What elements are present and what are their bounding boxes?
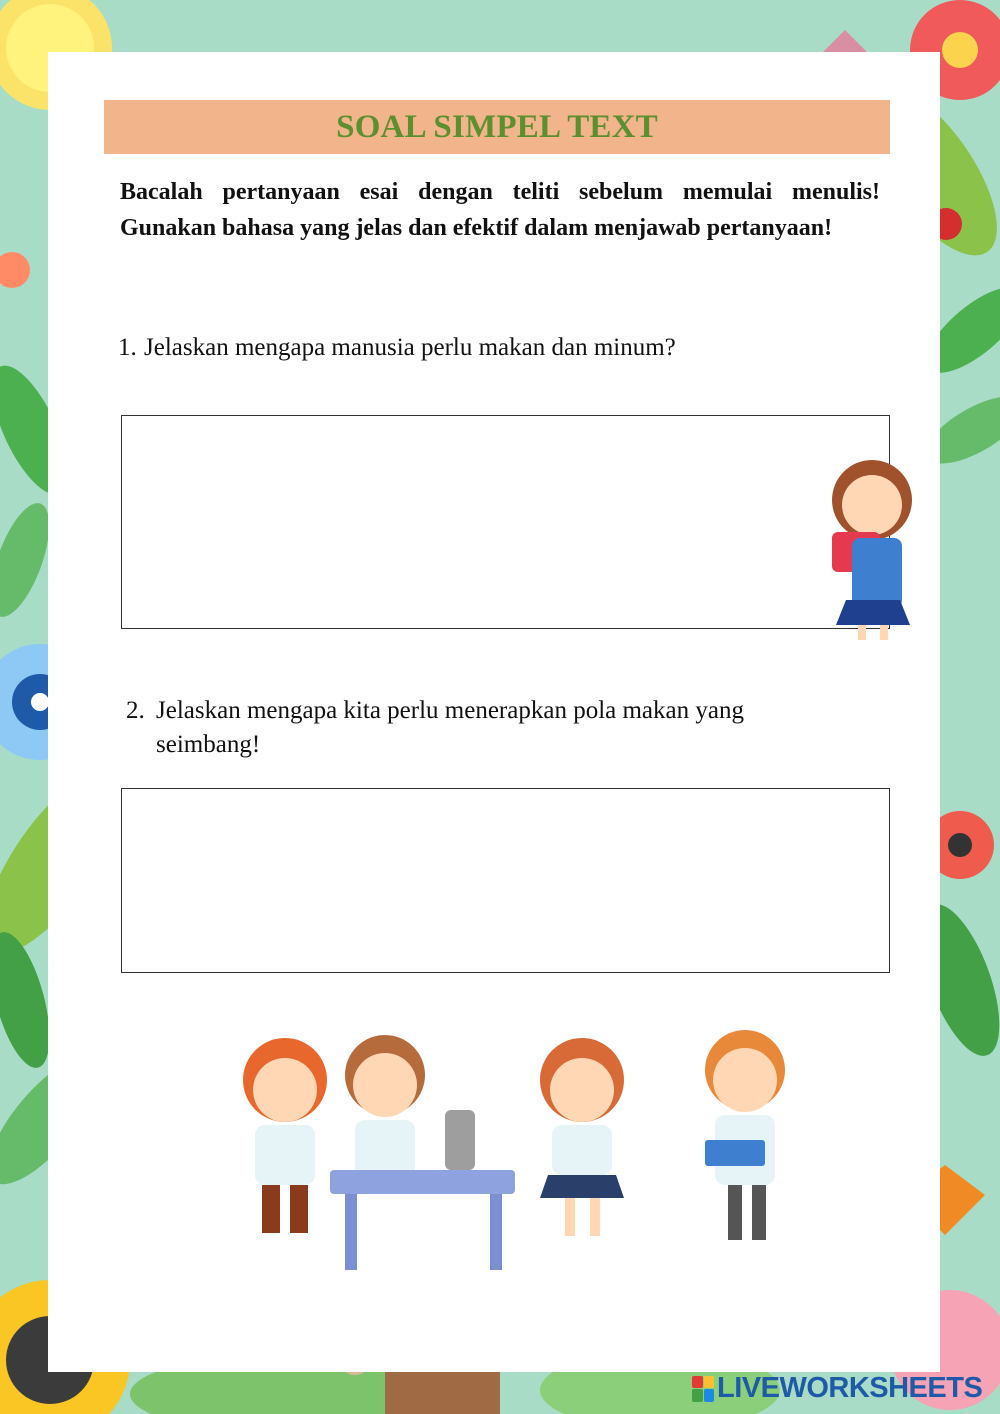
liveworksheets-logo xyxy=(692,1372,982,1405)
worksheet-title: SOAL SIMPEL TEXT xyxy=(336,108,658,145)
answer-box-2[interactable] xyxy=(121,788,890,973)
liveworksheets-brand-text: LIVEWORKSHEETS xyxy=(717,1372,983,1404)
question-1-number: 1. xyxy=(118,334,137,361)
liveworksheets-logo-icon xyxy=(692,1376,714,1402)
question-2-text: Jelaskan mengapa kita perlu menerapkan pola makan yang seimbang! xyxy=(156,697,744,758)
question-2 xyxy=(126,694,826,762)
answer-box-1[interactable] xyxy=(121,415,890,629)
question-2-number: 2. xyxy=(126,697,145,724)
title-banner xyxy=(104,100,890,154)
question-1 xyxy=(118,334,676,362)
instructions-text: Bacalah pertanyaan esai dengan teliti sebelum memulai menulis! Gunakan bahasa yang jelas dan efektif dalam menjawab pertanyaan! xyxy=(120,179,880,241)
question-1-text: Jelaskan mengapa manusia perlu makan dan minum? xyxy=(144,334,676,361)
